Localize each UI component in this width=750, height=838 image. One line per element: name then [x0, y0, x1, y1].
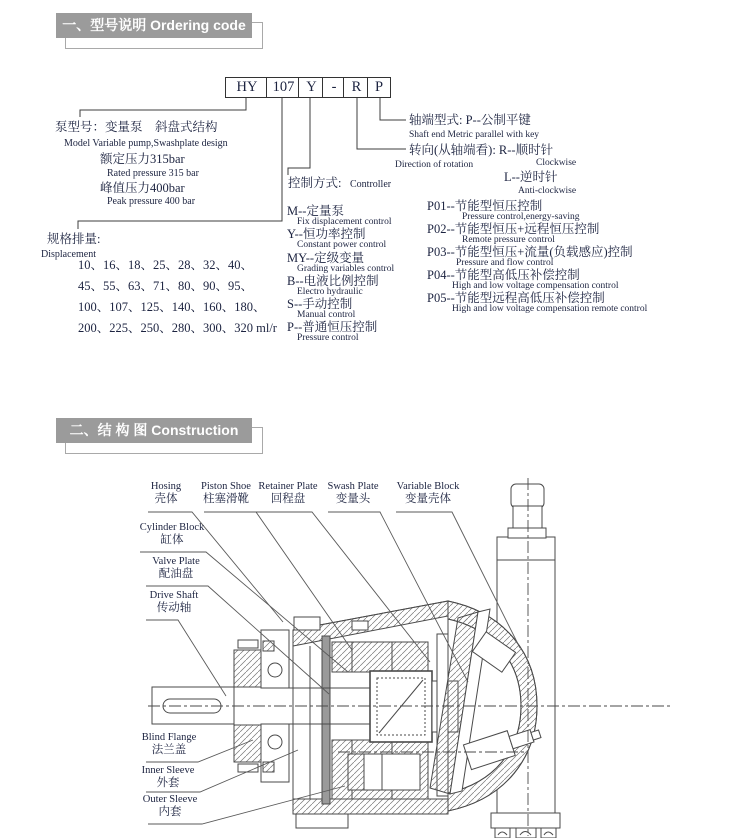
code-box-p: P — [367, 77, 391, 98]
controller-item-en: Electro hydraulic — [297, 287, 363, 297]
p-option-cn: P02--节能型恒压+远程恒压控制 — [427, 222, 600, 236]
displacement-values-row: 10、16、18、25、28、32、40、 — [78, 258, 254, 272]
section1-banner-label: 一、型号说明 Ordering code — [56, 13, 252, 38]
controller-item-cn: S--手动控制 — [287, 297, 353, 311]
shaft-end-en: Shaft end Metric parallel with key — [409, 130, 540, 140]
section2-banner — [56, 418, 252, 443]
rotation-clockwise-en: Clockwise — [536, 158, 577, 168]
label-hosing: Hosing 壳体 — [150, 481, 182, 505]
peak-pressure-en: Peak pressure 400 bar — [107, 196, 196, 207]
label-swash-plate: Swash Plate 变量头 — [327, 481, 379, 505]
p-option-en: Remote pressure control — [462, 235, 555, 245]
code-box-y: Y — [298, 77, 325, 98]
controller-item-en: Manual control — [297, 310, 356, 320]
rotation-en: Direction of rotation — [395, 160, 474, 170]
p-option-en: Pressure and flow control — [456, 258, 554, 268]
controller-item-cn: Y--恒功率控制 — [287, 227, 366, 241]
label-cylinder-block: Cylinder Block 缸体 — [139, 522, 205, 546]
code-box-hy: HY — [225, 77, 269, 98]
p-option-en: Pressure control,energy-saving — [462, 212, 580, 222]
displacement-values-row: 200、225、250、280、300、320 ml/r — [78, 321, 277, 335]
pump-model-en: Model Variable pump,Swashplate design — [64, 138, 228, 149]
p-option-cn: P05--节能型远程高低压补偿控制 — [427, 291, 605, 305]
label-outer-sleeve: Outer Sleeve 内套 — [142, 794, 198, 818]
label-valve-plate: Valve Plate 配油盘 — [152, 556, 200, 580]
controller-item-en: Pressure control — [297, 333, 359, 343]
displacement-values-row: 100、107、125、140、160、180、 — [78, 300, 266, 314]
controller-item-en: Constant power control — [297, 240, 387, 250]
p-option-cn: P01--节能型恒压控制 — [427, 199, 543, 213]
label-drive-shaft: Drive Shaft 传动轴 — [149, 590, 199, 614]
pump-model-cn: 泵型号：变量泵 斜盘式结构 — [55, 120, 218, 134]
controller-cn: 控制方式: — [288, 176, 342, 190]
displacement-en: Displacement — [41, 249, 96, 260]
section1-banner — [56, 13, 252, 38]
p-option-cn: P03--节能型恒压+流量(负载感应)控制 — [427, 245, 633, 259]
rotation-ccw-en: Anti-clockwise — [518, 186, 577, 196]
controller-en: Controller — [350, 179, 392, 190]
p-option-en: High and low voltage compensation control — [452, 281, 619, 291]
p-option-cn: P04--节能型高低压补偿控制 — [427, 268, 580, 282]
pump-cross-section — [148, 478, 670, 838]
controller-item-cn: M--定量泵 — [287, 204, 344, 218]
displacement-cn: 规格排量: — [47, 232, 101, 246]
section2-banner-label: 二、结 构 图 Construction — [56, 418, 252, 443]
code-box-dash: - — [322, 77, 346, 98]
controller-item-cn: P--普通恒压控制 — [287, 320, 378, 334]
rotation-cn: 转向(从轴端看): R--顺时针 — [409, 143, 554, 157]
controller-item-en: Fix displacement control — [297, 217, 392, 227]
controller-item-cn: B--电液比例控制 — [287, 274, 379, 288]
code-box-107: 107 — [266, 77, 301, 98]
controller-item-cn: MY--定级变量 — [287, 251, 365, 265]
rated-pressure-en: Rated pressure 315 bar — [107, 168, 199, 179]
displacement-values-row: 45、55、63、71、80、90、95、 — [78, 279, 254, 293]
label-piston-shoe: Piston Shoe 柱塞滑靴 — [201, 481, 251, 505]
peak-pressure-cn: 峰值压力400bar — [100, 181, 185, 195]
rotation-ccw-cn: L--逆时针 — [504, 170, 558, 184]
code-box-r: R — [343, 77, 370, 98]
label-inner-sleeve: Inner Sleeve 外套 — [141, 765, 195, 789]
label-variable-block: Variable Block 变量壳体 — [396, 481, 460, 505]
rated-pressure-cn: 额定压力315bar — [100, 152, 185, 166]
p-option-en: High and low voltage compensation remote control — [452, 304, 648, 314]
label-retainer-plate: Retainer Plate 回程盘 — [258, 481, 318, 505]
label-blind-flange: Blind Flange 法兰盖 — [141, 732, 197, 756]
controller-item-en: Grading variables control — [297, 264, 395, 274]
shaft-end-cn: 轴端型式: P--公制平键 — [409, 113, 531, 127]
